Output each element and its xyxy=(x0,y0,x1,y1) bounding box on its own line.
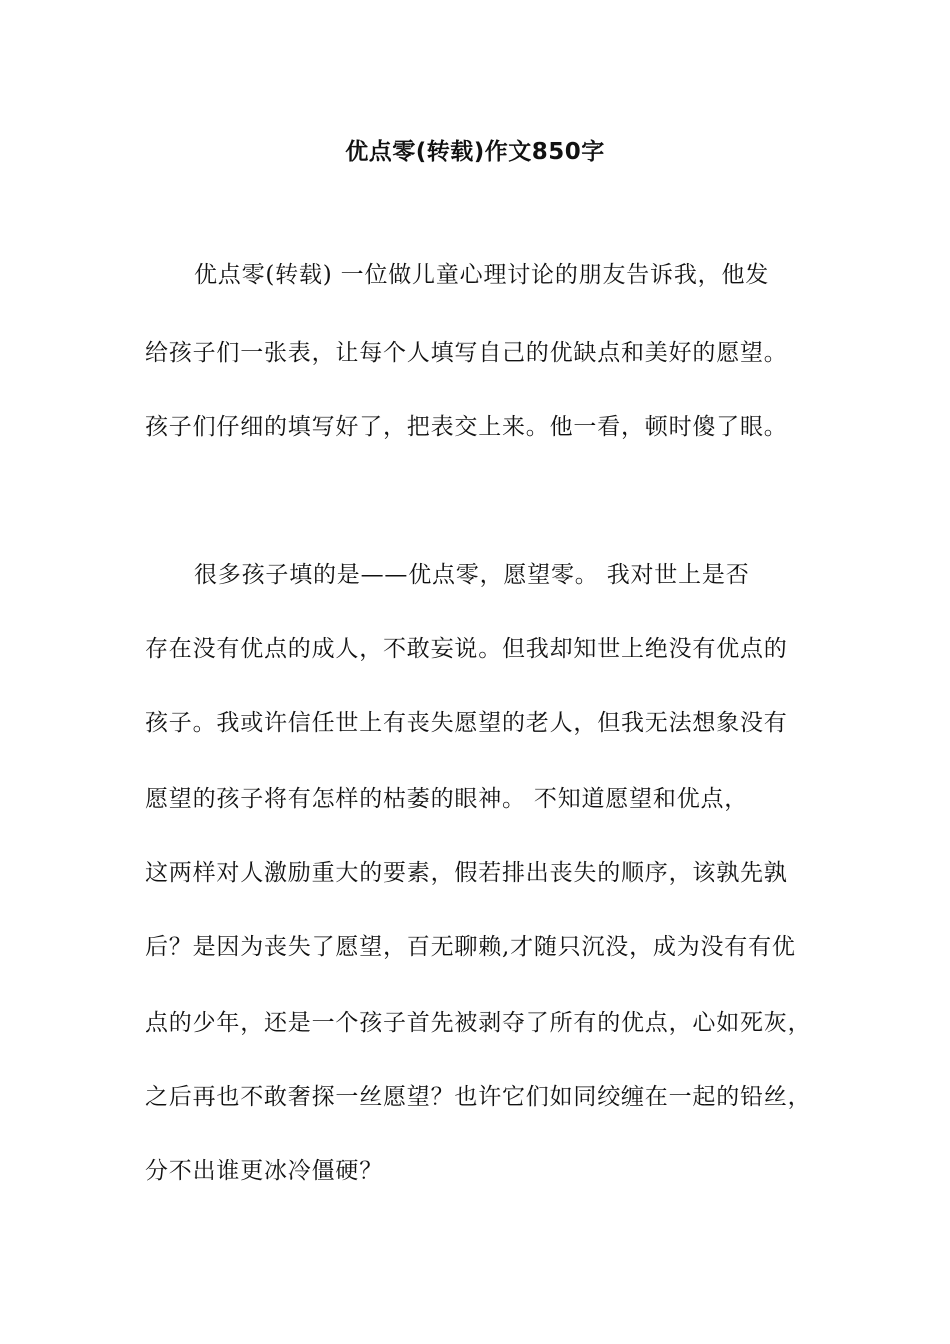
paragraph-1-line-1: 优点零(转载) 一位做儿童心理讨论的朋友告诉我，他发 xyxy=(194,262,770,288)
paragraph-2-line-6: 后？是因为丧失了愿望，百无聊赖,才随只沉没，成为没有有优 xyxy=(145,934,796,960)
paragraph-2-line-9: 分不出谁更冰冷僵硬？ xyxy=(145,1158,383,1184)
paragraph-2-line-3: 孩子。我或许信任世上有丧失愿望的老人，但我无法想象没有 xyxy=(145,710,788,736)
paragraph-2-line-8: 之后再也不敢奢探一丝愿望？也许它们如同绞缠在一起的铅丝， xyxy=(145,1084,812,1110)
paragraph-2-line-4: 愿望的孩子将有怎样的枯萎的眼神。 不知道愿望和优点， xyxy=(145,786,749,812)
paragraph-2-line-7: 点的少年，还是一个孩子首先被剥夺了所有的优点，心如死灰， xyxy=(145,1010,812,1036)
paragraph-2-line-1: 很多孩子填的是——优点零，愿望零。 我对世上是否 xyxy=(194,562,750,588)
paragraph-1-line-3: 孩子们仔细的填写好了，把表交上来。他一看，顿时傻了眼。 xyxy=(145,414,788,440)
paragraph-2-line-2: 存在没有优点的成人，不敢妄说。但我却知世上绝没有优点的 xyxy=(145,636,788,662)
paragraph-1-line-2: 给孩子们一张表，让每个人填写自己的优缺点和美好的愿望。 xyxy=(145,340,788,366)
document-title: 优点零(转载)作文850字 xyxy=(345,139,605,165)
paragraph-2-line-5: 这两样对人激励重大的要素，假若排出丧失的顺序，该孰先孰 xyxy=(145,860,788,886)
